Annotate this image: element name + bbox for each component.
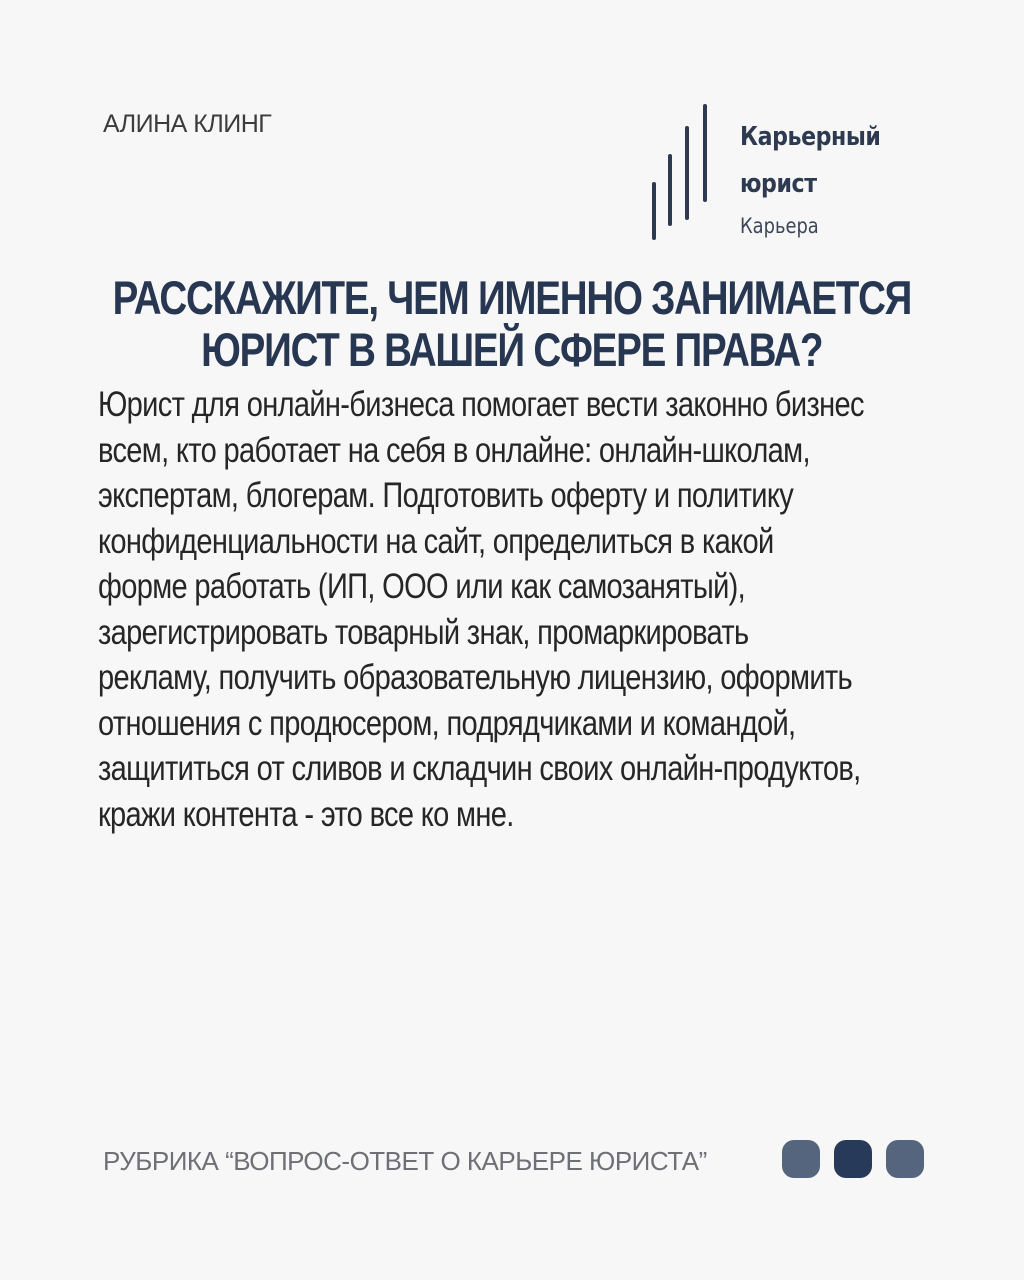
rubric-caption: РУБРИКА “ВОПРОС-ОТВЕТ О КАРЬЕРЕ ЮРИСТА” bbox=[103, 1146, 707, 1176]
answer-line: рекламу, получить образовательную лицензию, оформить bbox=[98, 658, 853, 697]
answer-line: защититься от сливов и складчин своих онлайн-продуктов, bbox=[98, 749, 861, 788]
answer-line: форме работать (ИП, ООО или как самозанятый), bbox=[98, 567, 746, 606]
answer-line: конфиденциальности на сайт, определиться в какой bbox=[98, 521, 774, 561]
answer-line: кражи контента - это все ко мне. bbox=[98, 794, 514, 834]
author-name: АЛИНА КЛИНГ bbox=[103, 110, 272, 138]
logo-title-line2: юрист bbox=[740, 169, 817, 199]
carousel-indicator bbox=[782, 1140, 924, 1178]
answer-line: Юрист для онлайн-бизнеса помогает вести законно бизнес bbox=[98, 385, 864, 424]
answer-line: зарегистрировать товарный знак, промаркировать bbox=[98, 612, 749, 652]
bars-logo-icon bbox=[648, 100, 728, 250]
answer-line: всем, кто работает на себя в онлайне: онлайн-школам, bbox=[98, 430, 810, 470]
logo-title-line1: Карьерный bbox=[740, 122, 881, 152]
carousel-dot-2[interactable] bbox=[834, 1140, 872, 1178]
headline-line1: РАССКАЖИТЕ, ЧЕМ ИМЕННО ЗАНИМАЕТСЯ bbox=[112, 271, 912, 324]
headline-line2: ЮРИСТ В ВАШЕЙ СФЕРЕ ПРАВА? bbox=[201, 323, 823, 376]
carousel-dot-1[interactable] bbox=[782, 1140, 820, 1178]
question-headline bbox=[0, 272, 1024, 376]
carousel-dot-3[interactable] bbox=[886, 1140, 924, 1178]
logo-text bbox=[740, 114, 905, 244]
answer-line: отношения с продюсером, подрядчиками и командой, bbox=[98, 703, 796, 743]
logo-subtitle: Карьера bbox=[740, 214, 819, 238]
answer-text bbox=[98, 382, 998, 837]
answer-line: экспертам, блогерам. Подготовить оферту и политику bbox=[98, 476, 794, 515]
brand-logo bbox=[648, 100, 908, 250]
